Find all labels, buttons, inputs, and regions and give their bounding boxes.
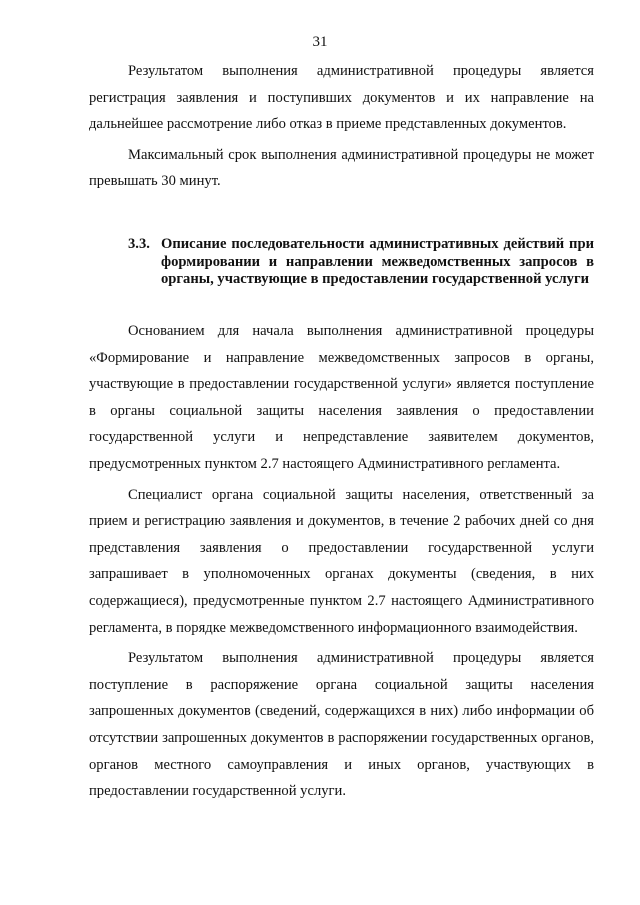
section-title: Описание последовательности административных действий при формировании и направлении межведомственных запросов в органы, участвующие в предоставлении государственной услуги [161, 236, 594, 288]
paragraph-basis: Основанием для начала выполнения административной процедуры «Формирование и направление межведомственных запросов в органы, участвующие в предоставлении государственной услуги» является поступление в органы социальной защиты населения заявления о предоставлении государственной услуги и непредставление заявителем документов, предусмотренных пунктом 2.7 настоящего Административного регламента. [89, 323, 594, 472]
bottom-text-block [89, 318, 594, 805]
section-number: 3.3. [128, 236, 150, 252]
top-text-block [89, 58, 594, 195]
paragraph-max-duration: Максимальный срок выполнения административной процедуры не может превышать 30 минут. [89, 146, 594, 190]
paragraph-result-registration: Результатом выполнения административной процедуры является регистрация заявления и поступивших документов и их направление на дальнейшее рассмотрение либо отказ в приеме представленных документов. [89, 63, 594, 133]
paragraph-result-receipt: Результатом выполнения административной процедуры является поступление в распоряжение органа социальной защиты населения запрошенных документов (сведений, содержащихся в них) либо информации об отсутствии запрошенных документов в распоряжении государственных органов, органов местного самоуправления и иных органов, участвующих в предоставлении государственной услуги. [89, 650, 594, 800]
section-heading [128, 236, 594, 289]
page-number: 31 [312, 34, 328, 50]
paragraph-specialist: Специалист органа социальной защиты населения, ответственный за прием и регистрацию заявления и документов, в течение 2 рабочих дней со дня представления заявления о предоставлении государственной услуги запрашивает в уполномоченных органах документы (сведения, в них содержащиеся), предусмотренные пунктом 2.7 настоящего Административного регламента, в порядке межведомственного информационного взаимодействия. [89, 486, 594, 636]
